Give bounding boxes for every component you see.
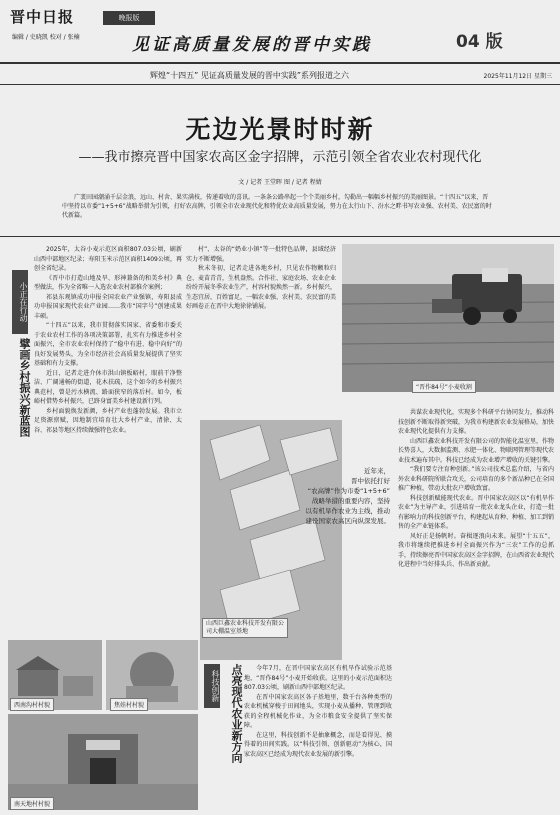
paragraph: 秋末冬初，记者走进各地乡村，只见农作物颗粒归仓、麦苗青青，生机盎然。合作社、家庭农场、农业企业纷纷开展冬季农业生产，村容村貌焕然一新。乡村振兴，生态宜居，百姓富足，一幅农业强、农村美、农民富的美好画卷正在晋中大地徐徐铺展。: [186, 265, 336, 310]
sub-rule: [0, 84, 560, 85]
paragraph: 今年7月，在晋中国家农高区有机旱作试验示范基地，“晋作84号”小麦开始收获。这里的小麦示范面积达807.03公顷，刷新山西中部地区纪录。: [244, 665, 392, 691]
section-tag-1: 小正在行动: [12, 270, 28, 334]
article-byline: 文 / 记者 王堂晖 图 / 记者 程婧: [238, 179, 322, 186]
paragraph: 近日，记者走进介休市洪山镇板峪村，眼前干净整洁、广阔通畅的街道，花木扶疏，这个如今的乡村振兴典范村，曾是污水横流、路面狭窄的落后村。如今，板峪村借势乡村振兴，已跻身富美乡村建设新行列。: [34, 369, 182, 405]
village-gate-image: [8, 714, 198, 810]
photo-caption: 南天地村村貌: [10, 797, 54, 810]
lead-rule: [0, 236, 560, 237]
paragraph: 科技创新赋能现代农业。晋中国家农高区以“有机旱作农业”为主导产业，引进培育一批农业龙头企业，打造一批有影响力的科技创新平台，构建起从育种、种植、加工到销售的全产业链体系。: [398, 494, 554, 530]
top-rule: [0, 62, 560, 64]
paragraph: 2025年，太谷小麦示范区面积807.03公顷，刷新山西中部地区纪录；寿阳玉米示范区面积1409公顷，再创全省纪录。: [34, 246, 182, 272]
paragraph: 共谋农业现代化，实现多个科研平台协同发力，推动科技创新不断取得新突破，为我市构建新农业发展格局，加快农业现代化提供有力支撑。: [398, 409, 554, 435]
poem-line: 战略举措的重要内容，坚持: [312, 497, 390, 505]
paragraph: 《晋中市打造山地及旱、形神兼备的和美乡村》典型做法，作为全省唯一入选农业农村部推介案例；: [34, 274, 182, 291]
paragraph: “我们要专注育种创新。”该公司技术总监介绍，与省内外农业科研院所联合攻关，公司培育的多个新品种已在全国推广种植，带动大批农户增收致富。: [398, 466, 554, 492]
column-2: [186, 245, 336, 415]
column-1: [34, 245, 182, 625]
poem-line: “农高牌”作为市委“1+5+6”: [307, 487, 390, 495]
paragraph: “十四五”以来，我市贯彻落实国家、省委和市委关于农业农村工作的各项决策部署，扎实有力推进乡村全面振兴，全市农业农村保持了“稳中有进、稳中向好”的良好发展势头，为全市经济社会高质量发展提供了坚实基础和有力支撑。: [34, 322, 182, 367]
paragraph: 村”、太谷的“奶业小镇”等一批特色品牌，县域经济实力不断增强。: [186, 246, 336, 263]
paragraph: 风好正是扬帆时。奋楫逐浪向未来。展望“十五五”，我市将继续把推进乡村全面振兴作为“三农”工作的总抓手，持续擦亮晋中国家农高区金字招牌，在山西省农业现代化进程中当好排头兵、作出新贡献。: [398, 532, 554, 568]
wheat-harvest-image: [342, 244, 554, 392]
section-heading-2: 点亮现代农业新方向: [230, 664, 243, 763]
edition-seal: 晚报版: [103, 11, 155, 25]
column-4: [244, 664, 392, 809]
poem-line: 以有机旱作农业为主线，推动: [305, 507, 390, 515]
editor-credits: 编辑 / 史晓凯 校对 / 张楠: [12, 34, 80, 41]
village-photo-3: [8, 714, 198, 810]
photo-caption: 焦娃村村貌: [110, 698, 148, 711]
photo-caption: 山西巨鑫农业科技开发有限公司大棚温室基地: [202, 618, 288, 638]
page-banner: 见证高质量发展的晋中实践: [132, 35, 372, 55]
paragraph: 乡村面貌焕发新颜，乡村产业也蓬勃发展。我市立足资源禀赋，因地制宜培育壮大乡村产业，清徐、太谷、祁县等地区持续做强特色农业。: [34, 407, 182, 434]
article-lead: 广袤田园潮涌千层金浪，远山、村舍、果实满枝，传递着收的喜讯。一条条公路串起一个个美丽乡村，勾勒出一幅幅乡村振兴的美丽图景。“十四五”以来，晋中坚持以市委“1+5+6”战略举措为引领，打好农高牌，引领全市农业现代化和特优农业高质量发展，努力在太行山下、汾水之畔书写农业强、农村美、农民富的时代新篇。: [62, 194, 492, 219]
article-title: 无边光景时时新: [185, 115, 375, 144]
newspaper-logo: 晋中日报: [10, 8, 75, 26]
poem-line: 建设国家农高区向纵深发展。: [305, 517, 390, 525]
paragraph: 祁县东观镇成功申报全国农业产业强镇，寿阳县成功申报国家现代农业产业园……我市“国字号”创建成果丰硕。: [34, 293, 182, 320]
paragraph: 山西巨鑫农业科技开发有限公司的智能化温室里，作物长势喜人，大数据监测、水肥一体化、物联网管理等现代农业技术遍布其中。科技已经成为农业增产增收的关键引擎。: [398, 437, 554, 464]
poem-block: [290, 466, 390, 526]
masthead: [0, 0, 560, 64]
poem-line: 近年来，: [364, 467, 390, 475]
photo-caption: 西南沟村村貌: [10, 698, 54, 711]
harvest-photo: [342, 244, 554, 392]
issue-date: 2025年11月12日 星期三: [483, 73, 552, 80]
poem-line: 晋中依托打好: [351, 477, 390, 485]
section-heading-1: 擘画乡村振兴新蓝图: [18, 338, 31, 437]
column-3: [398, 408, 554, 808]
paragraph: 在晋中国家农高区各子基地里，数千台各种类型的农业机械穿梭于田间地头，实现小麦从播种、管理到收获的全程机械化作业，为全市粮食安全提供了坚实保障。: [244, 693, 392, 729]
edition-number: 04 版: [456, 32, 503, 52]
series-note: 辉煌“十四五” 见证高质量发展的晋中实践”系列报道之六: [150, 71, 349, 80]
photo-caption: “晋作84号”小麦收割: [412, 380, 476, 393]
paragraph: 在这里，科技创新不是抽象概念，而是看得见、摸得着的田间实践。以“科技引领、创新驱动”为核心，国家农高区已经成为现代农业发展的新引擎。: [244, 731, 392, 758]
section-tag-2: 科技创新: [204, 664, 220, 708]
article-subtitle: ——我市擦亮晋中国家农高区金字招牌，示范引领全省农业农村现代化: [78, 150, 482, 165]
